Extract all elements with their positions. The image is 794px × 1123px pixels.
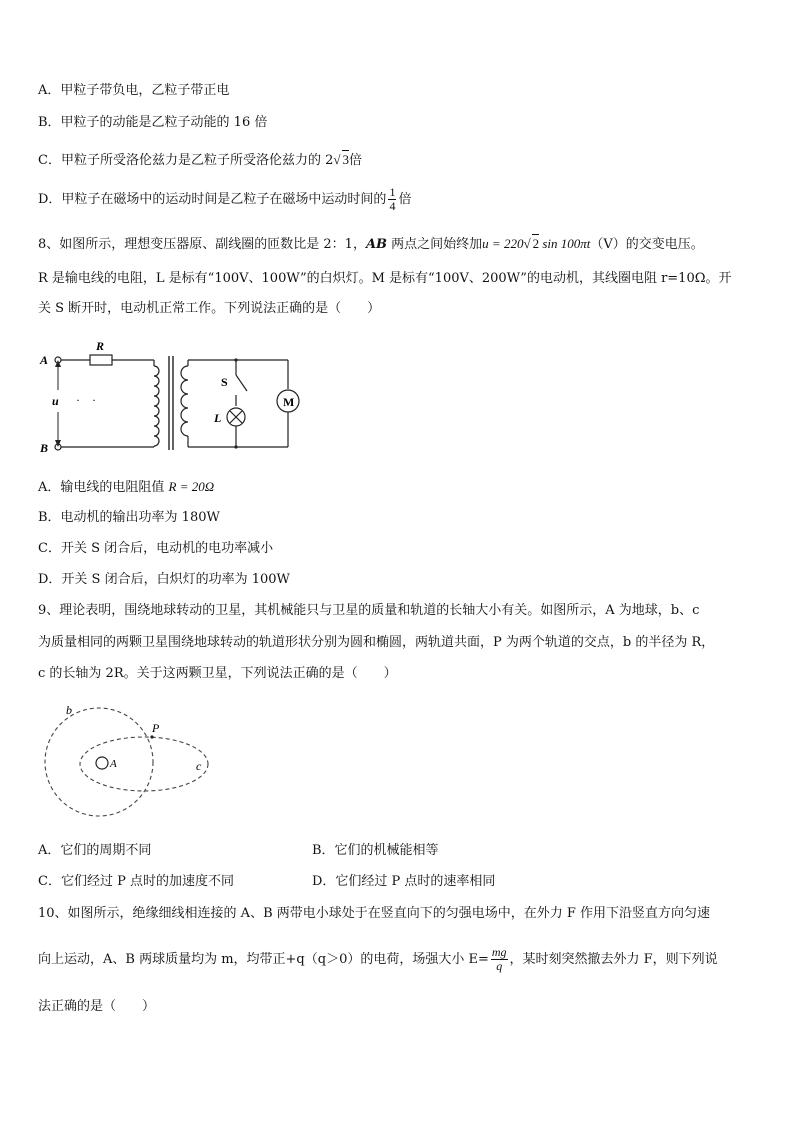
q8-formula-lhs: u = 220 [482, 236, 524, 251]
label-b: B [40, 441, 49, 455]
q9-option-a: A．它们的周期不同 [38, 843, 152, 858]
q8-formula-root: 2 [532, 236, 540, 251]
q7-option-d-fraction [388, 186, 396, 213]
q9-stem-line3: c 的长轴为 2R。关于这两颗卫星，下列说法正确的是（ ） [38, 666, 397, 681]
q7-option-d [38, 186, 411, 214]
q8-option-d: D．开关 S 闭合后，白炽灯的功率为 100W [38, 572, 290, 587]
q10-field-fraction [491, 946, 508, 973]
q8-stem-line1 [38, 234, 704, 254]
sqrt-symbol: √ [333, 152, 341, 167]
label-a: A [110, 758, 117, 770]
q10-stem-line1: 10、如图所示，绝缘细线相连接的 A、B 两带电小球处于在竖直向下的匀强电场中，在外力 F 作用下沿竖直方向匀速 [38, 906, 711, 921]
label-m: M [283, 395, 295, 409]
q7-option-c-text: C．甲粒子所受洛伦兹力是乙粒子所受洛伦兹力的 2 [38, 153, 334, 168]
q9-stem-line1: 9、理论表明，围绕地球转动的卫星，其机械能只与卫星的质量和轨道的长轴大小有关。如图所示，A 为地球，b、c [38, 603, 700, 618]
fraction-numerator: 1 [389, 185, 396, 199]
q10-stem-suffix: ，某时刻突然撤去外力 F，则下列说 [509, 952, 718, 967]
q8-option-a [38, 478, 214, 497]
label-r: R [96, 339, 105, 353]
q8-circuit-diagram [36, 340, 306, 460]
q8-option-b: B．电动机的输出功率为 180W [38, 510, 220, 525]
q8-stem-line2: R 是输电线的电阻，L 是标有“100V、100W”的白炽灯。M 是标有“100V、200W”的电动机，其线圈电阻 r=10Ω。开 [38, 271, 732, 286]
label-b: b [66, 703, 72, 717]
q8-option-a-formula: R = 20Ω [168, 479, 215, 494]
label-p: P [152, 721, 160, 735]
q10-stem-line2 [38, 945, 718, 975]
q9-stem-line2: 为质量相同的两颗卫星围绕地球转动的轨道形状分别为圆和椭圆，两轨道共面，P 为两个轨道的交点，b 的半径为 R， [38, 635, 715, 650]
label-c: c [196, 759, 202, 773]
q9-orbit-diagram [44, 700, 214, 820]
fraction-numerator: mg [491, 945, 507, 959]
earth-a [96, 757, 108, 769]
q8-stem-suffix: （V）的交变电压。 [590, 237, 704, 252]
q8-stem-text: 8、如图所示，理想变压器原、副线圈的匝数比是 2：1， [38, 237, 366, 252]
q9-option-b: B．它们的机械能相等 [312, 843, 439, 858]
label-u: u [52, 394, 59, 408]
label-a: A [40, 353, 49, 367]
q7-option-c-suffix: 倍 [349, 153, 363, 168]
q7-option-d-suffix: 倍 [398, 192, 412, 207]
q9-option-c: C．它们经过 P 点时的加速度不同 [38, 874, 234, 889]
label-dots: · · [76, 393, 96, 407]
q8-option-a-text: A．输电线的电阻阻值 [38, 480, 169, 495]
q7-option-b: B．甲粒子的动能是乙粒子动能的 16 倍 [38, 115, 268, 130]
q9-option-d: D．它们经过 P 点时的速率相同 [312, 874, 496, 889]
label-s: S [221, 375, 228, 389]
q8-ab-label: AB [365, 237, 388, 252]
q7-option-c-root: 3 [342, 152, 349, 167]
q7-option-a: A．甲粒子带负电，乙粒子带正电 [38, 83, 230, 98]
sqrt-symbol: √ [523, 236, 531, 251]
q7-option-d-text: D．甲粒子在磁场中的运动时间是乙粒子在磁场中运动时间的 [38, 192, 387, 207]
label-l: L [214, 411, 222, 425]
q10-stem-line3: 法正确的是（ ） [38, 999, 156, 1014]
orbit-b [45, 708, 153, 816]
q8-stem-mid: 两点之间始终加 [387, 237, 483, 252]
orbit-c [80, 737, 208, 791]
q8-option-c: C．开关 S 闭合后，电动机的电功率减小 [38, 541, 274, 556]
fraction-denominator: 4 [389, 199, 396, 213]
fraction-denominator: q [496, 959, 503, 973]
q10-stem-text: 向上运动，A、B 两球质量均为 m，均带正+q（q＞0）的电荷，场强大小 E= [38, 952, 489, 967]
q8-stem-line3: 关 S 断开时，电动机正常工作。下列说法正确的是（ ） [38, 301, 381, 316]
q8-formula-rhs: sin 100πt [539, 236, 591, 251]
q7-option-c [38, 150, 362, 170]
